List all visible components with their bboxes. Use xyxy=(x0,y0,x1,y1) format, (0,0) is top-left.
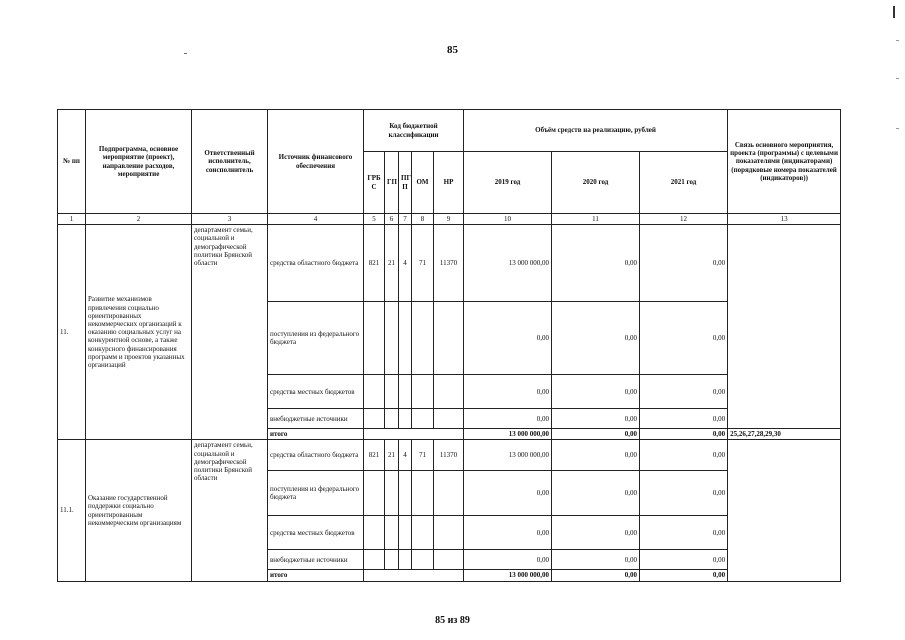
total-label: итого xyxy=(268,429,364,440)
code-om: 71 xyxy=(412,440,434,471)
header-om: ОМ xyxy=(412,152,434,214)
amount-2019: 0,00 xyxy=(464,471,552,516)
code-np xyxy=(434,302,464,375)
total-2020: 0,00 xyxy=(552,429,640,440)
total-codes-empty xyxy=(364,570,464,581)
code-gp xyxy=(385,471,399,516)
column-index: 13 xyxy=(728,214,841,225)
header-budget-code: Код бюджетной классификации xyxy=(364,110,464,152)
header-volume: Объём средств на реализацию, рублей xyxy=(464,110,728,152)
amount-2021: 0,00 xyxy=(640,471,728,516)
amount-2020: 0,00 xyxy=(552,302,640,375)
amount-2021: 0,00 xyxy=(640,550,728,570)
funding-source: внебюджетные источники xyxy=(268,550,364,570)
code-gp: 21 xyxy=(385,225,399,302)
row-number: 11. xyxy=(58,225,86,440)
header-responsible: Ответственный исполнитель, соисполнитель xyxy=(192,110,268,214)
code-grbs xyxy=(364,516,385,550)
page-number-bottom: 85 из 89 xyxy=(435,615,470,626)
code-pgp xyxy=(399,550,412,570)
amount-2021: 0,00 xyxy=(640,302,728,375)
header-grbs: ГРБ С xyxy=(364,152,385,214)
code-np xyxy=(434,471,464,516)
total-2021: 0,00 xyxy=(640,570,728,581)
amount-2021: 0,00 xyxy=(640,516,728,550)
code-pgp xyxy=(399,409,412,429)
amount-2019: 13 000 000,00 xyxy=(464,440,552,471)
amount-2020: 0,00 xyxy=(552,550,640,570)
amount-2019: 0,00 xyxy=(464,302,552,375)
column-index: 2 xyxy=(86,214,192,225)
column-index: 4 xyxy=(268,214,364,225)
indicator-link: 25,26,27,28,29,30 xyxy=(728,429,841,440)
column-index: 8 xyxy=(412,214,434,225)
header-subprogram: Подпрограмма, основное мероприятие (проект), направление расходов, мероприятие xyxy=(86,110,192,214)
total-codes-empty xyxy=(364,429,464,440)
measure-title: Оказание государственной поддержки социально ориентированным некоммерческим организациям xyxy=(86,440,192,581)
code-np xyxy=(434,550,464,570)
amount-2021: 0,00 xyxy=(640,440,728,471)
header-link: Связь основного мероприятия, проекта (программы) с целевыми показателями (индикаторами) (порядковые номера показателей (индикаторов)) xyxy=(728,110,841,214)
code-grbs xyxy=(364,302,385,375)
code-gp: 21 xyxy=(385,440,399,471)
amount-2019: 0,00 xyxy=(464,516,552,550)
measure-title: Развитие механизмов привлечения социально ориентированных некоммерческих организаций к оказанию социальных услуг на конкурентной основе, а также конкурсного финансирования программ и проектов указанных организаций xyxy=(86,225,192,440)
code-om xyxy=(412,471,434,516)
code-pgp: 4 xyxy=(399,225,412,302)
code-pgp: 4 xyxy=(399,440,412,471)
code-gp xyxy=(385,302,399,375)
column-index-row xyxy=(58,214,841,225)
amount-2020: 0,00 xyxy=(552,516,640,550)
code-np: 11370 xyxy=(434,225,464,302)
header-gp: ГП xyxy=(385,152,399,214)
column-index: 6 xyxy=(385,214,399,225)
scan-edge-tick xyxy=(896,40,899,41)
code-gp xyxy=(385,550,399,570)
code-om xyxy=(412,409,434,429)
responsible-executor: департамент семьи, социальной и демографической политики Брянской области xyxy=(192,440,268,581)
total-label: итого xyxy=(268,570,364,581)
code-np xyxy=(434,409,464,429)
header-no: № пп xyxy=(58,110,86,214)
code-np: 11370 xyxy=(434,440,464,471)
funding-source: средства областного бюджета xyxy=(268,225,364,302)
column-index: 3 xyxy=(192,214,268,225)
table-row xyxy=(58,440,841,471)
amount-2020: 0,00 xyxy=(552,471,640,516)
header-2019: 2019 год xyxy=(464,152,552,214)
column-index: 11 xyxy=(552,214,640,225)
header-2021: 2021 год xyxy=(640,152,728,214)
code-grbs xyxy=(364,375,385,409)
code-grbs: 821 xyxy=(364,440,385,471)
total-2021: 0,00 xyxy=(640,429,728,440)
funding-source: средства местных бюджетов xyxy=(268,375,364,409)
code-om xyxy=(412,516,434,550)
table-row xyxy=(58,225,841,302)
total-2019: 13 000 000,00 xyxy=(464,570,552,581)
header-2020: 2020 год xyxy=(552,152,640,214)
funding-source: средства местных бюджетов xyxy=(268,516,364,550)
code-pgp xyxy=(399,375,412,409)
code-pgp xyxy=(399,302,412,375)
column-index: 12 xyxy=(640,214,728,225)
code-gp xyxy=(385,409,399,429)
code-grbs: 821 xyxy=(364,225,385,302)
code-grbs xyxy=(364,471,385,516)
amount-2020: 0,00 xyxy=(552,225,640,302)
column-index: 1 xyxy=(58,214,86,225)
amount-2019: 0,00 xyxy=(464,375,552,409)
column-index: 7 xyxy=(399,214,412,225)
column-index: 9 xyxy=(434,214,464,225)
funding-source: средства областного бюджета xyxy=(268,440,364,471)
amount-2019: 0,00 xyxy=(464,409,552,429)
code-om xyxy=(412,375,434,409)
code-om xyxy=(412,302,434,375)
code-gp xyxy=(385,375,399,409)
amount-2019: 13 000 000,00 xyxy=(464,225,552,302)
code-pgp xyxy=(399,471,412,516)
funding-source: поступления из федерального бюджета xyxy=(268,471,364,516)
code-np xyxy=(434,516,464,550)
row-number: 11.1. xyxy=(58,440,86,581)
budget-table xyxy=(57,109,841,582)
amount-2020: 0,00 xyxy=(552,440,640,471)
total-2020: 0,00 xyxy=(552,570,640,581)
indicator-link xyxy=(728,225,841,429)
amount-2021: 0,00 xyxy=(640,375,728,409)
page-number-top: 85 xyxy=(447,44,458,56)
column-index: 5 xyxy=(364,214,385,225)
funding-source: внебюджетные источники xyxy=(268,409,364,429)
code-np xyxy=(434,375,464,409)
scan-edge-tick xyxy=(896,78,899,79)
header-np: НР xyxy=(434,152,464,214)
responsible-executor: департамент семьи, социальной и демографической политики Брянской области xyxy=(192,225,268,440)
funding-source: поступления из федерального бюджета xyxy=(268,302,364,375)
code-pgp xyxy=(399,516,412,550)
indicator-link xyxy=(728,440,841,581)
total-2019: 13 000 000,00 xyxy=(464,429,552,440)
scan-edge-tick xyxy=(896,128,899,129)
code-gp xyxy=(385,516,399,550)
header-pgp: ПГ П xyxy=(399,152,412,214)
code-grbs xyxy=(364,409,385,429)
code-om xyxy=(412,550,434,570)
amount-2019: 0,00 xyxy=(464,550,552,570)
amount-2021: 0,00 xyxy=(640,225,728,302)
scan-edge-mark xyxy=(893,6,895,18)
amount-2020: 0,00 xyxy=(552,409,640,429)
amount-2020: 0,00 xyxy=(552,375,640,409)
code-om: 71 xyxy=(412,225,434,302)
amount-2021: 0,00 xyxy=(640,409,728,429)
code-grbs xyxy=(364,550,385,570)
header-source: Источник финансового обеспечения xyxy=(268,110,364,214)
column-index: 10 xyxy=(464,214,552,225)
